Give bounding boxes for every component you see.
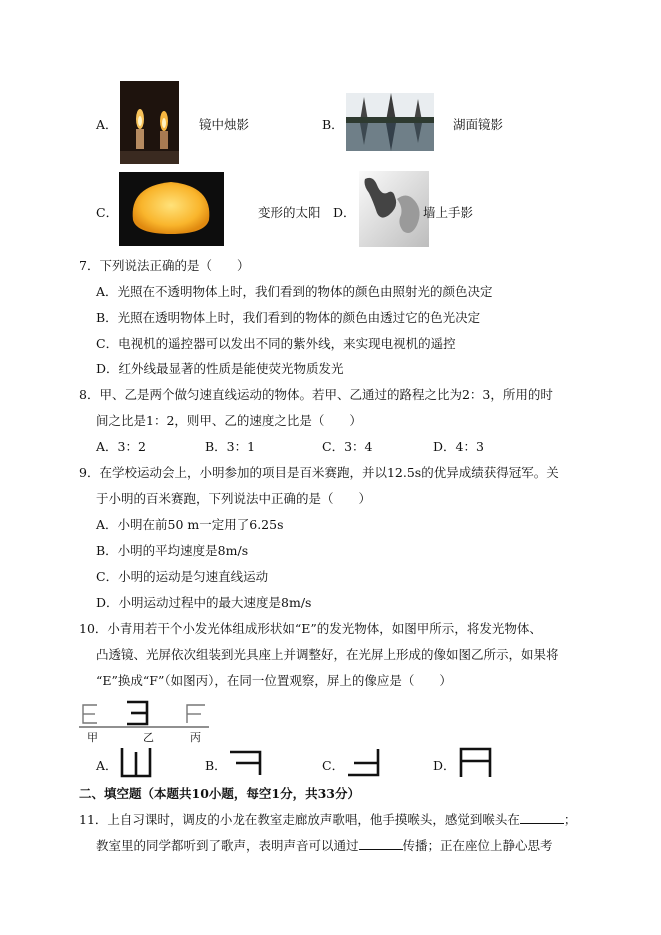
- q6-option-d-letter: D．: [333, 205, 356, 220]
- lake-graphic: [346, 93, 434, 151]
- q6-option-a-text: 镜中烛影: [199, 117, 250, 132]
- q8-option-d: D．4：3: [433, 439, 484, 454]
- q10-option-b: B．: [205, 758, 227, 773]
- q11-line-1-text: 11．上自习课时，调皮的小龙在教室走廊放声歌唱，他手摸喉头，感觉到喉头在: [79, 812, 520, 827]
- q11-line-2-end: 传播；正在座位上静心思考: [402, 838, 553, 853]
- candle-mirror-image: [120, 81, 179, 164]
- q8-option-c: C．3：4: [322, 439, 373, 454]
- q10-line-2: 凸透镜、光屏依次组装到光具座上并调整好，在光屏上形成的像如图乙所示，如果将: [96, 647, 559, 662]
- q10-line-3: “E”换成“F”（如图丙），在同一位置观察，屏上的像应是（ ）: [96, 673, 452, 688]
- q11-blank-2[interactable]: [359, 837, 403, 850]
- q10-option-c: C．: [322, 758, 345, 773]
- deformed-sun-image: [119, 172, 224, 246]
- q10-option-a-shape: [118, 746, 154, 780]
- hand-shadow-image: [359, 171, 429, 247]
- q8-option-a: A．3：2: [96, 439, 146, 454]
- candle-graphic: [120, 81, 179, 164]
- q10-option-c-shape: [346, 747, 382, 779]
- q6-option-d-text: 墙上手影: [423, 205, 474, 220]
- figure-label-jia: 甲: [87, 731, 98, 744]
- q8-option-b: B．3：1: [205, 439, 256, 454]
- q11-line-2: [96, 837, 553, 855]
- q7-option-a: A．光照在不透明物体上时，我们看到的物体的颜色由照射光的颜色决定: [96, 284, 493, 299]
- q7-stem: 7．下列说法正确的是（ ）: [79, 258, 250, 273]
- q6-option-b-letter: B．: [322, 117, 344, 132]
- q9-option-a: A．小明在前50 m一定用了6.25s: [96, 517, 284, 532]
- sun-graphic: [119, 172, 224, 246]
- q6-option-a-letter: A．: [96, 117, 118, 132]
- figure-label-yi: 乙: [143, 731, 154, 744]
- q6-option-c-text: 变形的太阳: [258, 205, 321, 220]
- q9-option-d: D．小明运动过程中的最大速度是8m/s: [96, 595, 312, 610]
- q7-option-c: C．电视机的遥控器可以发出不同的紫外线，来实现电视机的遥控: [96, 336, 456, 351]
- q9-line-1: 9．在学校运动会上，小明参加的项目是百米赛跑，并以12.5s的优异成绩获得冠军。关: [79, 465, 559, 480]
- q6-option-c-letter: C．: [96, 205, 119, 220]
- q8-line-2: 间之比是1：2，则甲、乙的速度之比是（ ）: [96, 413, 362, 428]
- q11-line-1-end: ；: [563, 812, 577, 827]
- q11-line-2-text: 教室里的同学都听到了歌声，表明声音可以通过: [96, 838, 359, 853]
- q10-option-d: D．: [433, 758, 456, 773]
- q9-option-c: C．小明的运动是匀速直线运动: [96, 569, 269, 584]
- section-2-title: 二、填空题（本题共10小题，每空1分，共33分）: [79, 786, 360, 801]
- q10-option-b-shape: [228, 749, 264, 777]
- q11-blank-1[interactable]: [520, 811, 564, 824]
- figure-label-bing: 丙: [190, 731, 201, 744]
- q7-option-b: B．光照在透明物体上时，我们看到的物体的颜色由透过它的色光决定: [96, 310, 481, 325]
- q6-option-b-text: 湖面镜影: [453, 117, 504, 132]
- q7-option-d: D．红外线最显著的性质是能使荧光物质发光: [96, 361, 344, 376]
- q10-option-a: A．: [96, 758, 118, 773]
- lake-reflection-image: [346, 93, 434, 151]
- q9-line-2: 于小明的百米赛跑，下列说法中正确的是（ ）: [96, 491, 372, 506]
- q10-line-1: 10．小青用若干个小发光体组成形状如“E”的发光物体，如图甲所示，将发光物体、: [79, 621, 542, 636]
- q9-option-b: B．小明的平均速度是8m/s: [96, 543, 249, 558]
- hand-shadow-graphic: [359, 171, 429, 247]
- q11-line-1: [79, 811, 576, 829]
- q8-line-1: 8．甲、乙是两个做匀速直线运动的物体。若甲、乙通过的路程之比为2：3，所用的时: [79, 387, 553, 402]
- q10-option-d-shape: [458, 745, 494, 779]
